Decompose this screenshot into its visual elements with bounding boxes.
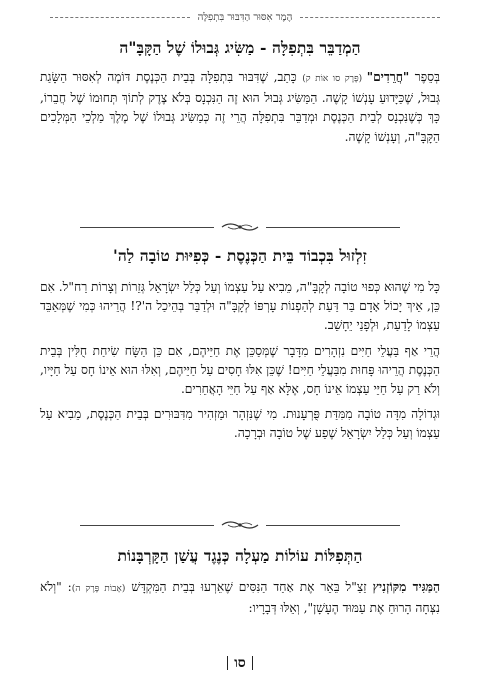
flourish-icon [220,519,260,531]
section-title-1: הַמְדַבֵּר בִּתְפִלָּה - מַשִּׂיג גְּבוּלוֹ שֶׁל הַקָּבָּ"ה [119,38,361,57]
citation-note: (פֶּרֶק סו אוֹת ק) [302,74,367,84]
source-name: הַמַּגִּיד מִקּוֹזְנִיץ [372,580,440,594]
section-body-2 [40,278,440,450]
paragraph-prefix: בְּסֵפֶר [409,70,440,84]
paragraph-text: זַצַ"ל בֵּאֵר אֶת אַחַד הַנִּסִּים שֶׁאֵרְעוּ בְּבֵית הַמִּקְדָּשׁ [131,580,373,594]
page-number-bar-right [252,656,253,670]
paragraph [40,578,440,618]
page-number-text: סו [234,655,246,671]
paragraph: וּגְדוֹלָה מִדָּה טוֹבָה מִמִּדַּת פֻּרְעָנוּת. מִי שֶׁנִּזְהָר וּמַזְהִיר מִדִּבּוּרִים בְּבֵית הַכְּנֶסֶת, מֵבִיא עַל עַצְמוֹ וְעַל כְּלַל יִשְׂרָאֵל שֶׁפַע שֶׁל טוֹבָה וּבְרָכָה. [40,407,440,441]
section-title-2: זִלְזוּל בִּכְבוֹד בֵּית הַכְּנֶסֶת - כְּפִיּוּת טוֹבָה לַה' [113,246,367,265]
ornament-line-right [266,525,400,526]
section-title-3: הַתְּפִלּוֹת עוֹלוֹת מַעְלָה כְּנֶגֶד עֲשַׁן הַקָּרְבָּנוֹת [117,546,363,565]
section-divider-ornament [80,220,400,234]
running-header-title: הֶמֶר אִסּוּר הַדִּבּוּר בִּתְפִלָּה [197,12,293,23]
section-body-1 [40,68,440,153]
paragraph-text: כָּתַב, שֶׁדִּבּוּר בִּתְפִלָּה בְּבֵית הַכְּנֶסֶת דּוֹמֶה לְאִסּוּר הַשָּׂגַת גְּבוּל, שֶׁכַּיָּדוּעַ עָנְשׁוֹ קָשֶׁה. הַמַּשִּׂיג גְּבוּל הוּא זֶה הַנִּכְנָס בְּלֹא צֶדֶק לְתוֹךְ תְּחוּמוֹ שֶׁל חֲבֵרוֹ, כָּךְ כְּשֶׁנִּכְנָס לְבֵית הַכְּנֶסֶת וּמְדַבֵּר בִּתְפִלָּה הֲרֵי זֶה כְּמַשִּׂיג גְּבוּלוֹ שֶׁל מֶלֶךְ מַלְכֵי הַמְּלָכִים הַקָּבָּ"ה, וְעָנְשׁוֹ קָשֶׁה. [40,70,440,144]
paragraph: כָּל מִי שֶׁהוּא כְּפוּי טוֹבָה לְקָבָּ"ה, מֵבִיא עַל עַצְמוֹ וְעַל כְּלַל יִשְׂרָאֵל גְּזֵרוֹת וְצָרוֹת רַח"ל. אִם כֵּן, אֵיךְ יָכוֹל אָדָם בַּר דַּעַת לְהַפְנוֹת עָרְפּוֹ לְקָבָּ"ה וּלְדַבֵּר בְּהֵיכַל ה'?! הֲרֵיהוּ כְּמִי שֶׁמְּאַבֵּד עַצְמוֹ לָדַעַת, וּלְפָנַי יֵחָשֵׁב. [40,280,440,333]
page-number-bar-left [227,656,228,670]
section-body-3 [40,578,440,624]
source-name: "חֲרֵדִים" [366,70,410,84]
ornament-line-left [80,525,214,526]
page-number [0,655,480,672]
running-header [50,12,440,23]
ornament-line-right [266,227,400,228]
paragraph [40,68,440,147]
ornament-line-left [80,227,214,228]
section-divider-ornament [80,518,400,532]
paragraph: הֲרֵי אַף בַּעֲלֵי חַיִּים נִזְהָרִים מִדָּבָר שֶׁמְּסַכֵּן אֶת חַיֵּיהֶם, אִם כֵּן הַשָּׂח שִׂיחַת חֻלִּין בְּבֵית הַכְּנֶסֶת הֲרֵיהוּ פָּחוּת מִבַּעֲלֵי חַיִּים! שֶׁכֵּן אִלּוּ חָסִים עַל חַיֵּיהֶם, וְאִלּוּ הוּא אֵינוֹ חָס עַל חַיָּיו, וְלֹא רַק עַל חַיֵּי עַצְמוֹ אֵינוֹ חָס, אֶלָּא אַף עַל חַיֵּי הָאֲחֵרִים. [40,343,440,397]
citation-note: (אָבוֹת פֶּרֶק ה) [71,584,126,594]
header-rule-right [300,17,440,18]
flourish-icon [220,221,260,233]
paragraph-text-continued: : "וְלֹא נִצְּחָה הָרוּחַ אֶת עַמּוּד הֶעָשָׁן", וְאֵלּוּ דְּבָרָיו: [40,580,440,616]
header-rule-left [50,17,190,18]
